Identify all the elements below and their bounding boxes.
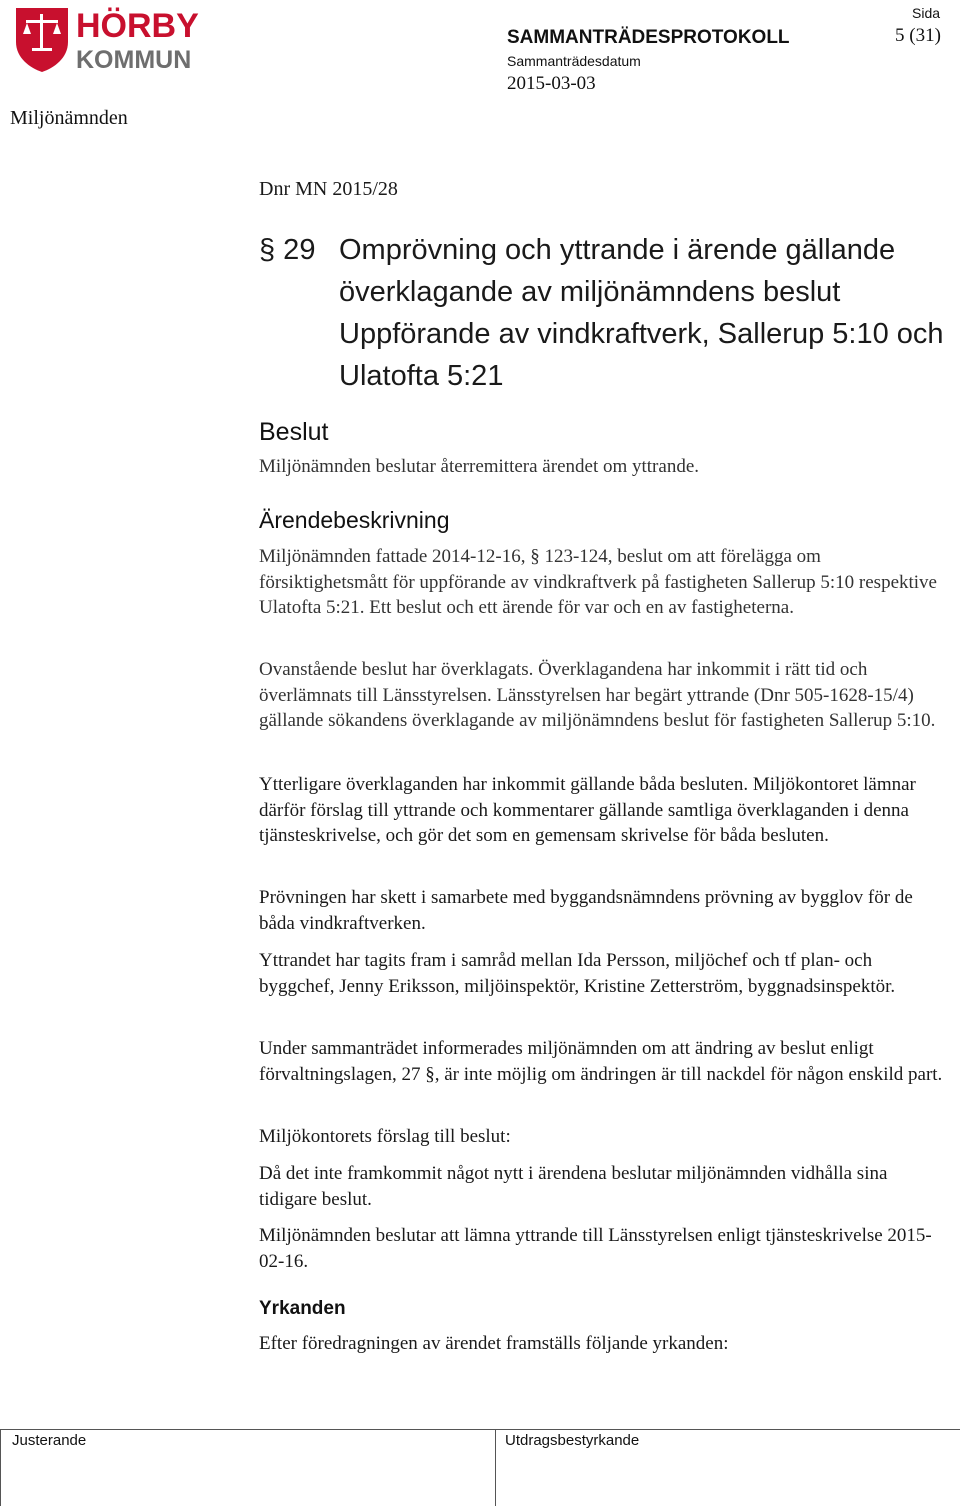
yrkanden-text: Efter föredragningen av ärendet framställs följande yrkanden: xyxy=(259,1333,729,1354)
page-label: Sida xyxy=(912,5,941,21)
page-number: 5 (31) xyxy=(895,25,941,46)
arende-paragraph-5: Yttrandet har tagits fram i samråd mellan Ida Persson, miljöchef och tf plan- och byggchef, Jenny Eriksson, miljöinspektör, Kristine Zetterström, byggnadsinspektör. xyxy=(259,950,896,997)
committee-name: Miljönämnden xyxy=(10,107,128,129)
paragraph-title: Omprövning och yttrande i ärende gällande överklagande av miljönämndens beslut Uppförande av vindkraftverk, Sallerup 5:10 och Ulatofta 5:21 xyxy=(339,234,944,392)
paragraph-number: § 29 xyxy=(259,234,316,266)
beslut-text: Miljönämnden beslutar återremittera ärendet om yttrande. xyxy=(259,456,699,477)
beslut-heading: Beslut xyxy=(259,418,329,446)
meeting-date-label: Sammanträdesdatum xyxy=(507,53,641,69)
hörby-kommun-logo xyxy=(10,4,200,74)
meeting-date: 2015-03-03 xyxy=(507,73,596,94)
footer-left-border xyxy=(0,1429,1,1506)
arende-paragraph-2: Ovanstående beslut har överklagats. Överklagandena har inkommit i rätt tid och överlämnats till Länsstyrelsen. Länsstyrelsen har begärt yttrande (Dnr 505-1628-15/4) gällande sökandens överklagande av miljönämndens beslut för fastigheten Sallerup 5:10. xyxy=(259,659,936,731)
arende-paragraph-1: Miljönämnden fattade 2014-12-16, § 123-124, beslut om att förelägga om försiktighetsmått för uppförande av vindkraftverk på fastigheten Sallerup 5:10 respektive Ulatofta 5:21. Ett beslut och ett ärende för var och en av fastigheterna. xyxy=(259,546,937,618)
logo-text-line2: KOMMUN xyxy=(76,46,192,74)
arende-paragraph-8: Då det inte framkommit något nytt i ärendena beslutar miljönämnden vidhålla sina tidigare beslut. xyxy=(259,1163,888,1210)
footer-divider xyxy=(0,1429,960,1430)
case-number: Dnr MN 2015/28 xyxy=(259,178,398,200)
footer-middle-border xyxy=(495,1429,496,1506)
arende-paragraph-9: Miljönämnden beslutar att lämna yttrande till Länsstyrelsen enligt tjänsteskrivelse 2015-02-16. xyxy=(259,1225,932,1272)
logo-text-line1: HÖRBY xyxy=(76,7,199,45)
arende-paragraph-4: Prövningen har skett i samarbete med byggandsnämndens prövning av bygglov för de båda vindkraftverken. xyxy=(259,887,913,934)
justerande-label: Justerande xyxy=(12,1432,87,1449)
utdragsbestyrkande-label: Utdragsbestyrkande xyxy=(505,1432,640,1449)
arendebeskrivning-heading: Ärendebeskrivning xyxy=(259,507,450,533)
document-type: SAMMANTRÄDESPROTOKOLL xyxy=(507,27,790,48)
yrkanden-heading: Yrkanden xyxy=(259,1298,346,1319)
arende-paragraph-7: Miljökontorets förslag till beslut: xyxy=(259,1126,511,1147)
arende-paragraph-6: Under sammanträdet informerades miljönämnden om att ändring av beslut enligt förvaltningslagen, 27 §, är inte möjlig om ändringen är till nackdel för någon enskild part. xyxy=(259,1038,943,1085)
arende-paragraph-3: Ytterligare överklaganden har inkommit gällande båda besluten. Miljökontoret lämnar därför förslag till yttrande och kommentarer gällande samtliga överklaganden i denna tjänsteskrivelse, och gör det som en gemensam skrivelse för båda besluten. xyxy=(259,774,916,846)
